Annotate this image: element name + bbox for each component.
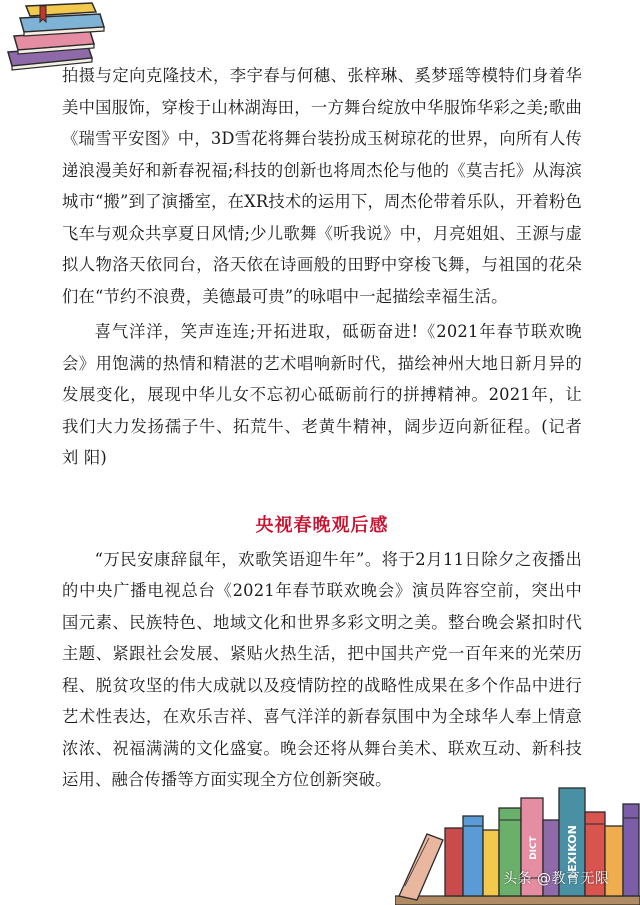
book-spine-label-lexikon: LEXIKON — [566, 825, 579, 879]
section-title: 央视春晚观后感 — [255, 514, 389, 536]
watermark: 头条 @教育无限 — [503, 871, 610, 887]
paragraph-2: 喜气洋洋，笑声连连;开拓进取，砥砺奋进!《2021年春节联欢晚会》用饱满的热情和精湛的艺术唱响新时代，描绘神州大地日新月异的发展变化，展现中华儿女不忘初心砥砺前行的拼搏精神。2021年，让我们大力发扬孺子牛、拓荒牛、老黄牛精神，阔步迈向新征程。(记者 刘 阳) — [62, 322, 582, 467]
paragraph-1: 拍摄与定向克隆技术，李宇春与何穗、张梓琳、奚梦瑶等模特们身着华美中国服饰，穿梭于山林湖海田，一方舞台绽放中华服饰华彩之美;歌曲《瑞雪平安图》中，3D雪花将舞台装扮成玉树琼花的世界，向所有人传递浪漫美好和新春祝福;科技的创新也将周杰伦与他的《莫吉托》从海滨城市“搬”到了演播室，在XR技术的运用下，周杰伦带着乐队，开着粉色飞车与观众共享夏日风情;少儿歌舞《听我说》中，月亮姐姐、王源与虚拟人物洛天依同台，洛天依在诗画般的田野中穿梭飞舞，与祖国的花朵们在“节约不浪费，美德最可贵”的咏唱中一起描绘幸福生活。 — [62, 66, 582, 306]
article-body — [62, 60, 582, 796]
paragraph-3: “万民安康辞鼠年，欢歌笑语迎牛年”。将于2月11日除夕之夜播出的中央广播电视总台《2021年春节联欢晚会》演员阵容空前，突出中国元素、民族特色、地域文化和世界多彩文明之美。整台晚会紧扣时代主题、紧跟社会发展、紧贴火热生活，把中国共产党一百年来的光荣历程、脱贫攻坚的伟大成就以及疫情防控的战略性成果在多个作品中进行艺术性表达，在欢乐吉祥、喜气洋洋的新春氛围中为全球华人奉上情意浓浓、祝福满满的文化盛宴。晚会还将从舞台美术、联欢互动、新科技运用、融合传播等方面实现全方位创新突破。 — [62, 549, 582, 789]
book-spine-label-dict: DICT — [529, 836, 539, 860]
